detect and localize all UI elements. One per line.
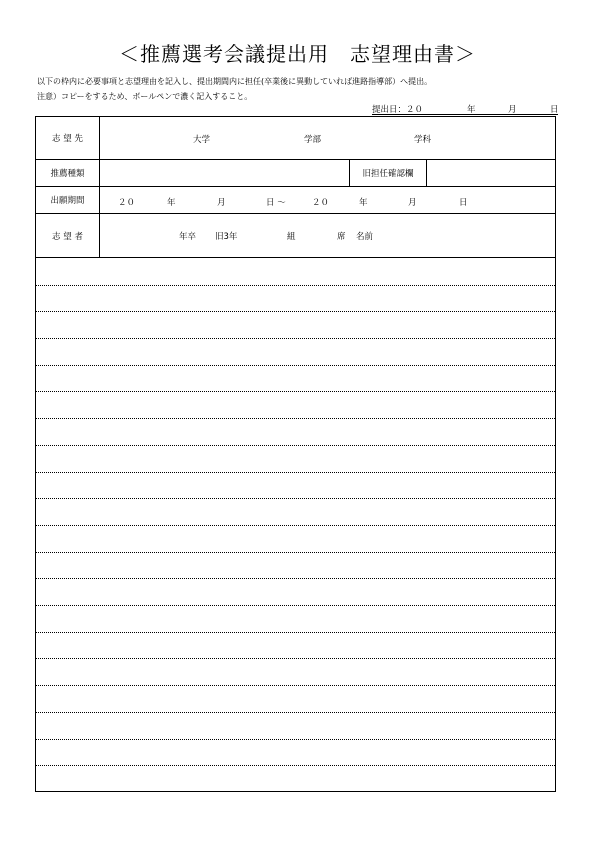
ruled-line (36, 311, 555, 312)
instruction-line-1: 以下の枠内に必要事項と志望理由を記入し、提出期間内に担任(卒業後に異動していれば進路指導部）へ提出。 (37, 77, 433, 86)
submission-year: 年 (467, 105, 476, 115)
university-label: 大学 (193, 135, 211, 145)
period-start-year: 年 (167, 198, 176, 208)
period-row (36, 187, 555, 214)
ruled-line (36, 391, 555, 392)
period-label: 出願期間 (36, 187, 100, 213)
period-end-month: 月 (408, 198, 417, 208)
applicant-row (36, 214, 555, 258)
ruled-line (36, 578, 555, 579)
department-label: 学科 (414, 135, 432, 145)
destination-row (36, 117, 555, 160)
period-end-year: 年 (359, 198, 368, 208)
ruled-line (36, 552, 555, 553)
recommendation-row (36, 160, 555, 187)
period-end: ２０ (312, 198, 330, 208)
ruled-line (36, 418, 555, 419)
submission-day: 日 (550, 105, 559, 115)
faculty-label: 学部 (304, 135, 322, 145)
ruled-line (36, 445, 555, 446)
ruled-line (36, 765, 555, 766)
period-start: ２０ (118, 198, 136, 208)
destination-label: 志 望 先 (36, 117, 100, 159)
teacher-confirm-label: 旧担任確認欄 (349, 160, 427, 186)
submission-date-label: 提出日：２０ (372, 105, 424, 115)
application-form (35, 116, 556, 792)
submission-month: 月 (508, 105, 517, 115)
period-end-day: 日 (459, 198, 468, 208)
recommendation-label: 推薦種類 (36, 160, 100, 186)
ruled-line (36, 739, 555, 740)
ruled-line (36, 338, 555, 339)
old-grade-label: 旧3年 (215, 232, 238, 242)
page-title: ＜推薦選考会議提出用 志望理由書＞ (119, 42, 476, 66)
ruled-line (36, 498, 555, 499)
period-start-month: 月 (217, 198, 226, 208)
seat-label: 席 (337, 232, 346, 242)
applicant-label: 志 望 者 (36, 214, 100, 257)
ruled-line (36, 685, 555, 686)
class-label: 組 (287, 232, 296, 242)
ruled-line (36, 712, 555, 713)
graduation-year-label: 年卒 (179, 232, 197, 242)
submission-date (372, 103, 558, 115)
instruction-line-2: 注意）コピーをするため、ボールペンで濃く記入すること。 (37, 92, 253, 101)
ruled-line (36, 365, 555, 366)
ruled-line (36, 605, 555, 606)
ruled-line (36, 285, 555, 286)
name-label: 名前 (356, 232, 374, 242)
ruled-line (36, 472, 555, 473)
ruled-line (36, 525, 555, 526)
ruled-line (36, 632, 555, 633)
ruled-line (36, 658, 555, 659)
period-start-day: 日 ～ (266, 198, 286, 208)
